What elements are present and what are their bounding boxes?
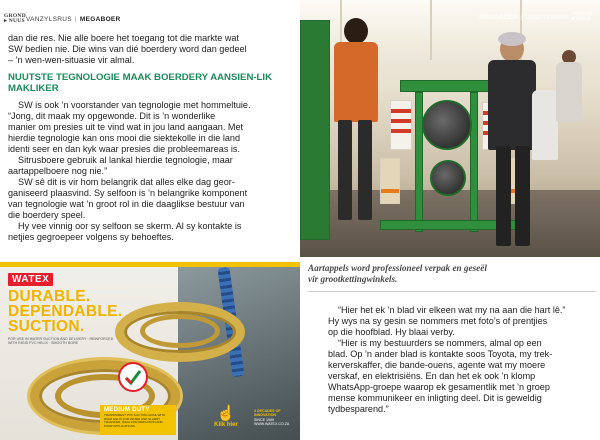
medium-duty-panel <box>100 405 176 435</box>
caption-divider <box>308 291 596 292</box>
watex-logo: WATEX <box>8 273 53 286</box>
innovation-heading: 3 DECADES OF INNOVATION <box>254 409 281 418</box>
publication-name: VANZYLSRUS <box>525 13 568 21</box>
publication-logo: GROND ▸ NUUS <box>572 11 593 22</box>
potato-sack <box>380 158 400 204</box>
photo-caption <box>308 263 596 284</box>
caption-line: vir grootkettingwinkels. <box>308 273 398 284</box>
text-line: aartappelboere nog nie.” <box>8 166 108 176</box>
text-line: Hy wys na sy gesin se nommers met foto’s of prentjies <box>328 316 548 326</box>
paragraph-citrus <box>8 155 294 177</box>
potato-sack <box>390 100 412 150</box>
paragraph-drones <box>8 100 294 155</box>
page-header-right <box>479 12 594 22</box>
text-line: SW is ook ’n voorstander van tegnologie met hommeltuie. <box>18 100 251 110</box>
click-here-label: Klik hier <box>214 422 238 428</box>
section-name: MEGABOER <box>479 13 518 21</box>
proudly-sa-icon <box>123 367 143 387</box>
machine-drum <box>430 160 466 196</box>
text-line: verskaf, en elektrisiëns. En dan het ek ook ’n klomp <box>328 371 536 381</box>
product-tier: MEDIUM DUTY <box>104 407 150 413</box>
header-separator: | <box>520 13 523 21</box>
headline-line: DEPENDABLE. <box>8 303 123 320</box>
text-line: die boerdery speel. <box>8 210 86 220</box>
section-name: MEGABOER <box>79 15 121 23</box>
headline-line: SUCTION. <box>8 318 85 335</box>
machine-frame <box>470 92 478 232</box>
text-line: “Jong, dit maak my opgewonde. Dit is ’n wonderlike <box>8 111 216 121</box>
text-line: Hy vee vinnig oor sy selfoon se skerm. Al sy kontakte is <box>18 221 242 231</box>
text-line: “Hier is my bestuurders se nommers, almal op een <box>338 338 542 348</box>
text-line: blad. Op ’n ander blad is kontakte soos Toyota, my trek- <box>328 349 553 359</box>
packing-photo <box>300 0 600 257</box>
innovation-block <box>254 409 298 426</box>
text-line: van tegnologie wat ’n groot rol in die daaglikse bestuur van <box>8 199 245 209</box>
watex-advertisement[interactable] <box>0 262 300 440</box>
machine-frame <box>415 92 423 232</box>
text-line: Sitrusboere gebruik al lankal hierdie tegnologie, maar <box>18 155 233 165</box>
paragraph-family <box>328 305 594 338</box>
ad-fine-print: FOR USE IN WATER SUCTION AND DELIVERY · REINFORCED WITH RIGID PVC HELIX · SMOOTH BORE <box>8 337 114 346</box>
headline-line: DURABLE. <box>8 288 91 305</box>
click-here-button[interactable] <box>206 406 246 428</box>
text-line: SW bedien nie. Die wins van dié boerdery word dan gedeel <box>8 44 247 54</box>
text-line: netjies gegroepeer volgens sy behoeftes. <box>8 232 174 242</box>
innovation-line: WWW.WATEX.CO.ZA <box>254 421 290 426</box>
text-line: manier om presies uit te vind wat in jou land aangaan. Met <box>8 122 244 132</box>
text-line: ganiseerd plaasvind. Sy selfoon is ’n belangrike komponent <box>8 188 248 198</box>
paragraph-organised <box>8 177 294 221</box>
publication-logo: GROND ▸ NUUS <box>4 13 26 24</box>
text-line: hierdie tegnologie kan ons mooi die siektekolle in die land <box>8 133 241 143</box>
caption-line: Aartappels word professioneel verpak en geseël <box>308 263 487 273</box>
pointer-hand-icon: ☝ <box>216 405 236 422</box>
machine-column <box>300 20 330 240</box>
text-line: – ’n wen-wen-situasie vir almal. <box>8 55 135 65</box>
proudly-sa-badge <box>118 362 148 392</box>
text-line: WhatsApp-groepe waarop ek gesamentlik met ’n groep <box>328 382 550 392</box>
paragraph-phone <box>8 221 294 243</box>
right-page <box>300 0 600 440</box>
page-header-left <box>4 12 121 26</box>
text-line: identi seer en dan kyk waar presies die probleemareas is. <box>8 144 241 154</box>
article-continuation <box>328 305 594 415</box>
hose-coil-image <box>140 314 220 348</box>
header-separator: | <box>74 15 77 23</box>
lead-paragraph <box>8 33 294 66</box>
innovation-line: SINCE 1989 <box>254 417 274 422</box>
machine-frame <box>400 80 490 92</box>
article-subheading: NUUTSTE TEGNOLOGIE MAAK BOERDERY AANSIEN-LIK MAKLIKER <box>8 72 273 94</box>
text-line: SW sê dit is vir hom belangrik dat alles elke dag geor- <box>18 177 235 187</box>
ad-headline <box>8 289 122 334</box>
machine-drum <box>422 100 472 150</box>
text-line: kerverskaffer, die bande-ouens, agente wat my moere <box>328 360 546 370</box>
text-line: tydbesparend.” <box>328 404 389 414</box>
text-line: dan die res. Nie alle boere het toegang tot die markte wat <box>8 33 240 43</box>
publication-name: VANZYLSRUS <box>26 15 72 23</box>
product-description: TRANSPARENT PVC SUCTION HOSE WITH RIGID HELIX FOR WATER AND SLURRY TRANSFER, IDEAL FOR IRRIGATION AND PUMP APPLICATIONS <box>104 413 166 428</box>
paragraph-contacts <box>328 338 594 415</box>
article-body <box>8 33 294 243</box>
text-line: op die hoofblad. Hy blaai verby. <box>328 327 455 337</box>
text-line: mense kommunikeer en inligting deel. Dit is geweldig <box>328 393 542 403</box>
text-line: “Hier het ek ’n blad vir elkeen wat my na aan die hart lê.” <box>338 305 566 315</box>
